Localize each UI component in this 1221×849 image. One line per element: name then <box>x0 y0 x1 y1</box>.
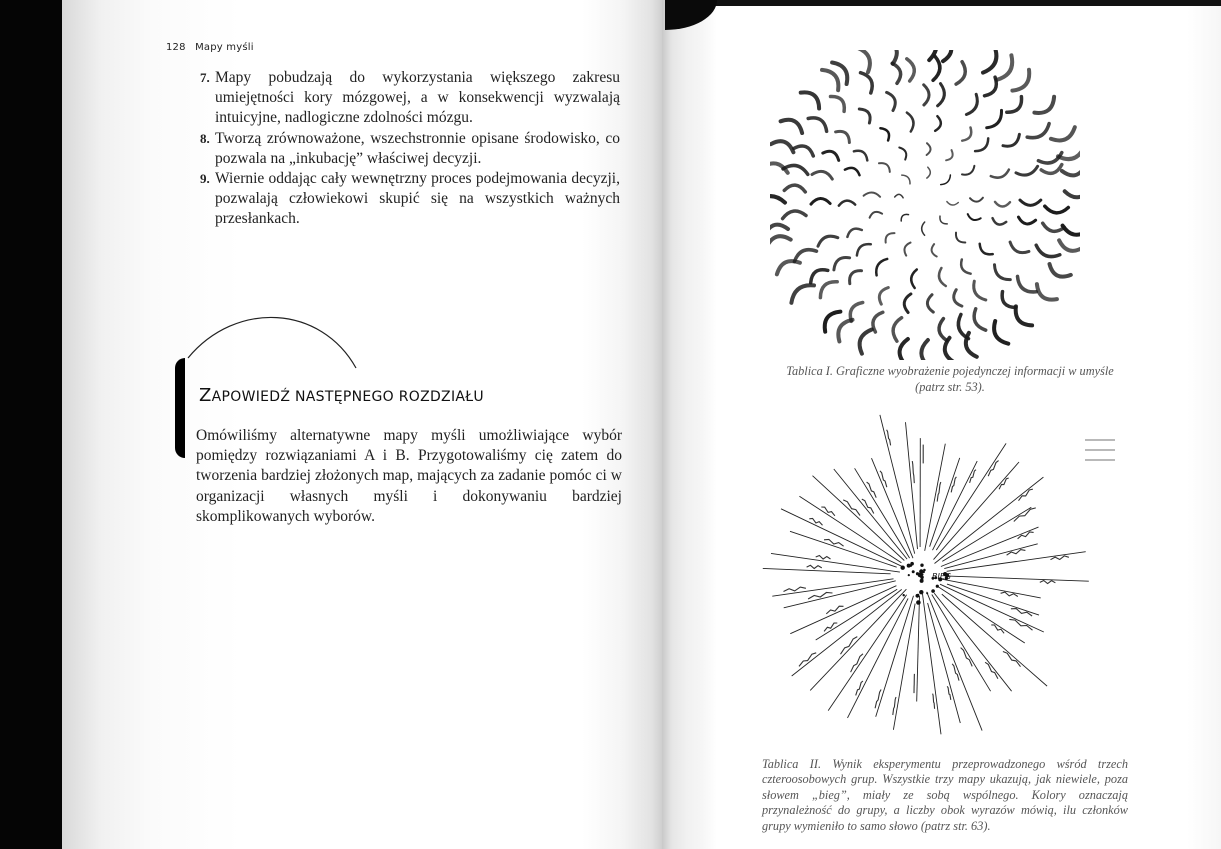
handwritten-word <box>799 653 816 667</box>
brush-stroke <box>907 113 914 132</box>
brush-stroke <box>991 170 1009 178</box>
handwritten-word <box>893 697 896 715</box>
handwritten-word <box>816 556 831 560</box>
center-ink-mark <box>920 576 924 580</box>
brush-stroke <box>1062 166 1080 175</box>
brush-stroke <box>845 168 860 175</box>
figure-2-caption: Tablica II. Wynik eksperymentu przeprowadzonego wśród trzech czteroosobowych grup. Wszystkie trzy mapy ukazują, jak niewiele, poza słowem „bieg”, miały ze sobą wspólnego. Kolory oznaczają przynależność do grupy, a liczby obok wyrazów mówią, ilu członków grupy wymieniło to samo słowo (patrz str. 63). <box>762 757 1128 833</box>
handwritten-word <box>1018 532 1034 539</box>
brush-stroke <box>886 233 895 243</box>
map-branch <box>876 596 914 717</box>
brush-stroke <box>932 244 937 256</box>
map-branch <box>934 593 1011 691</box>
brush-stroke <box>994 321 1008 344</box>
map-branch <box>947 552 1086 572</box>
center-ink-mark <box>921 573 924 576</box>
list-item <box>200 68 620 129</box>
handwritten-word <box>952 664 959 681</box>
brush-stroke <box>820 282 837 298</box>
brush-stroke <box>970 198 983 202</box>
brush-stroke <box>859 109 870 123</box>
brush-stroke <box>1012 70 1029 91</box>
brush-stroke <box>927 143 931 155</box>
brush-stroke <box>924 85 929 105</box>
handwritten-word <box>970 470 976 483</box>
center-ink-mark <box>936 585 939 588</box>
center-ink-mark <box>920 564 923 567</box>
brush-stroke <box>879 288 888 305</box>
brush-stroke <box>893 318 902 342</box>
center-ink-mark <box>903 594 905 596</box>
handwritten-word <box>985 662 998 678</box>
map-branch <box>925 444 946 551</box>
center-ink-mark <box>919 590 923 594</box>
map-branch <box>934 462 1020 560</box>
center-ink-mark <box>901 566 905 570</box>
brush-stroke <box>904 243 910 256</box>
brush-stroke <box>911 270 917 289</box>
brush-stroke <box>857 244 871 255</box>
brush-stroke <box>939 268 946 286</box>
brush-stroke <box>861 73 873 93</box>
brush-stroke <box>899 148 906 160</box>
handwritten-word <box>912 461 914 483</box>
running-head <box>166 42 254 53</box>
brush-stroke <box>940 216 947 224</box>
brush-stroke <box>927 295 933 312</box>
map-branch <box>932 595 991 692</box>
heading-rest: APOWIEDŹ NASTĘPNEGO ROZDZIAŁU <box>211 389 484 405</box>
handwritten-word <box>947 686 951 700</box>
handwritten-word <box>951 477 956 493</box>
brush-stroke <box>808 118 826 131</box>
brush-stroke <box>1020 200 1041 205</box>
brush-stroke <box>850 271 862 284</box>
brush-stroke <box>1034 97 1054 113</box>
handwritten-word <box>808 593 832 600</box>
brush-stroke <box>907 59 915 81</box>
handwritten-word <box>875 690 881 709</box>
brush-stroke <box>1045 206 1069 213</box>
brush-stroke <box>954 290 962 306</box>
brush-stroke <box>1036 245 1060 256</box>
brush-stroke <box>864 193 881 197</box>
map-branch <box>855 468 910 558</box>
brush-stroke <box>902 175 910 184</box>
map-branch <box>813 476 905 561</box>
map-branch <box>872 458 914 558</box>
handwritten-word <box>851 654 863 672</box>
scan-border-left <box>0 0 62 849</box>
center-ink-mark <box>931 589 935 593</box>
brush-stroke <box>854 151 867 161</box>
brush-stroke <box>968 214 981 220</box>
brush-stroke <box>860 330 872 354</box>
figure-1-caption: Tablica I. Graficzne wyobrażenie pojedynczej informacji w umyśle (patrz str. 53). <box>786 364 1114 394</box>
map-branch <box>906 422 918 549</box>
brush-stroke <box>983 50 996 73</box>
brush-stroke <box>836 131 850 142</box>
brush-stroke <box>943 50 951 61</box>
brush-stroke <box>962 128 971 141</box>
map-branch <box>927 592 982 731</box>
brush-stroke <box>823 151 839 160</box>
brush-stroke <box>873 312 883 332</box>
section-heading <box>199 385 484 406</box>
brush-stroke <box>941 175 951 185</box>
brush-stroke <box>927 167 931 178</box>
brush-stroke <box>900 339 908 360</box>
brush-stroke <box>1027 124 1049 138</box>
brush-stroke <box>794 146 814 156</box>
list-number: 8. <box>200 130 210 146</box>
brush-stroke <box>777 261 800 274</box>
brush-stroke <box>921 340 928 360</box>
brush-stroke <box>1007 97 1022 113</box>
figure-1-radial-burst <box>770 50 1080 360</box>
map-branch <box>828 595 906 711</box>
brush-stroke <box>939 319 947 341</box>
brush-stroke <box>904 294 911 313</box>
handwritten-word <box>1003 652 1021 667</box>
brush-stroke <box>1010 242 1029 253</box>
handwritten-word <box>1014 508 1036 522</box>
brush-stroke <box>946 150 953 160</box>
brush-stroke <box>834 257 850 269</box>
list-number: 7. <box>200 70 210 85</box>
handwritten-word <box>826 606 843 614</box>
center-ink-mark <box>923 569 926 572</box>
list-text: Tworzą zrównoważone, wszechstronnie opisane środowisko, co pozwala na „inkubację” właściwej decyzji. <box>215 129 620 167</box>
brush-stroke <box>933 56 940 80</box>
brush-stroke <box>770 236 791 247</box>
brush-stroke <box>997 55 1012 80</box>
brush-stroke <box>781 120 803 133</box>
brush-stroke <box>993 218 1007 224</box>
brush-stroke <box>812 171 832 179</box>
map-branch <box>763 568 891 573</box>
brush-stroke <box>974 309 986 330</box>
brush-stroke <box>771 141 794 152</box>
brush-stroke <box>901 214 908 221</box>
brush-stroke <box>1063 226 1080 235</box>
handwritten-word <box>843 500 860 516</box>
page-number: 128 <box>166 42 186 53</box>
center-word: BIEG <box>932 572 952 581</box>
brush-stroke <box>870 212 883 218</box>
brush-stroke <box>784 185 805 192</box>
map-branch <box>935 477 1044 563</box>
map-branch <box>772 579 893 596</box>
book-gutter <box>662 0 717 849</box>
brush-stroke <box>880 128 889 140</box>
handwritten-word <box>841 637 858 655</box>
brush-stroke <box>818 236 838 246</box>
brush-stroke <box>839 201 855 206</box>
list-item <box>200 169 620 230</box>
brush-stroke <box>1059 240 1080 251</box>
center-ink-mark <box>917 594 919 596</box>
brush-stroke <box>770 196 785 203</box>
list-number: 9. <box>200 171 210 187</box>
section-body: Omówiliśmy alternatywne mapy myśli umożliwiające wybór pomiędzy rozwiązaniami A i B. Przygotowaliśmy cię zatem do tworzenia bardziej złożonych map, mających za zadanie pomóc ci w organizacji własnych myśli i dokonywaniu bardziej skomplikowanych wyborów. <box>196 427 622 525</box>
brush-stroke <box>1037 284 1057 300</box>
handwritten-word <box>1040 581 1056 584</box>
brush-stroke <box>966 94 977 114</box>
brush-stroke <box>1019 217 1036 224</box>
brush-stroke <box>770 225 788 234</box>
brush-stroke <box>876 259 887 276</box>
map-branch <box>784 581 896 608</box>
brush-stroke <box>831 96 845 111</box>
brush-stroke <box>975 138 988 151</box>
list-item <box>200 129 620 169</box>
brush-stroke <box>811 270 828 283</box>
center-ink-mark <box>916 600 921 605</box>
brush-stroke <box>961 260 970 274</box>
center-ink-mark <box>908 574 910 576</box>
brush-stroke <box>938 84 945 106</box>
handwritten-word <box>824 539 844 546</box>
brush-stroke <box>811 199 830 205</box>
handwritten-word <box>856 681 863 695</box>
brush-stroke <box>1018 276 1037 292</box>
handwritten-word <box>809 518 822 525</box>
brush-stroke <box>838 320 852 342</box>
brush-stroke <box>1002 292 1016 308</box>
handwritten-word <box>933 694 935 709</box>
brush-stroke <box>974 281 986 300</box>
brush-stroke <box>987 110 1002 127</box>
brush-stroke <box>892 63 900 83</box>
brush-stroke <box>794 250 816 262</box>
numbered-list <box>200 68 620 230</box>
brush-stroke <box>1051 127 1075 140</box>
map-branch <box>834 469 907 559</box>
heading-initial: Z <box>199 385 212 406</box>
center-ink-mark <box>907 564 911 568</box>
running-title: Mapy myśli <box>195 42 254 53</box>
brush-stroke <box>857 50 870 72</box>
map-branch <box>880 415 915 554</box>
brush-stroke <box>995 202 1010 207</box>
brush-stroke <box>956 233 965 243</box>
brush-stroke <box>783 211 806 219</box>
handwritten-word <box>784 587 806 591</box>
map-branch <box>923 594 942 734</box>
figure-2-mind-map <box>740 395 1140 750</box>
brush-stroke <box>1050 264 1071 277</box>
heading-bar-ornament <box>175 358 185 458</box>
handwritten-word <box>1007 550 1026 556</box>
map-branch <box>945 576 1089 581</box>
list-text: Wiernie oddając cały wewnętrzny proces podejmowania decyzji, pozwalają człowiekowi skupić się na wszystkich ważnych przesłankach. <box>215 170 620 228</box>
handwritten-word <box>1011 609 1032 616</box>
brush-stroke <box>1016 166 1038 175</box>
map-branch <box>810 589 906 690</box>
brush-stroke <box>801 92 819 108</box>
map-branch <box>941 579 1041 598</box>
brush-stroke <box>922 222 925 235</box>
brush-stroke <box>1016 306 1032 325</box>
brush-stroke <box>956 62 965 84</box>
brush-stroke <box>945 338 954 360</box>
brush-stroke <box>1041 165 1062 174</box>
brush-stroke <box>887 50 897 64</box>
brush-stroke <box>791 285 814 303</box>
handwritten-word <box>991 625 1004 633</box>
center-ink-mark <box>912 570 915 573</box>
brush-stroke <box>966 333 977 357</box>
handwritten-word <box>961 648 973 667</box>
brush-stroke <box>947 202 958 205</box>
map-branch <box>792 589 902 676</box>
map-branch <box>790 586 896 634</box>
brush-stroke <box>995 265 1011 280</box>
brush-stroke <box>887 92 896 110</box>
brush-stroke <box>879 163 890 172</box>
brush-stroke <box>985 77 997 96</box>
brush-stroke <box>980 244 993 255</box>
scan-border-top <box>670 0 1221 6</box>
brush-stroke <box>822 70 838 90</box>
map-branch <box>893 604 915 730</box>
center-ink-mark <box>926 592 928 594</box>
brush-stroke <box>847 229 861 237</box>
brush-stroke <box>935 116 941 131</box>
brush-stroke <box>1065 190 1080 197</box>
map-branch <box>917 596 920 702</box>
brush-stroke <box>770 163 788 172</box>
center-ink-mark <box>910 562 914 566</box>
handwritten-word <box>880 471 887 487</box>
brush-stroke <box>895 194 903 197</box>
brush-stroke <box>1003 134 1019 146</box>
brush-stroke <box>962 166 974 175</box>
list-text: Mapy pobudzają do wykorzystania większego zakresu umiejętności kory mózgowej, a w konsekwencji wyzwalają intuicyjne, nadlogiczne zdolności mózgu. <box>215 69 620 127</box>
handwritten-word <box>807 565 822 568</box>
